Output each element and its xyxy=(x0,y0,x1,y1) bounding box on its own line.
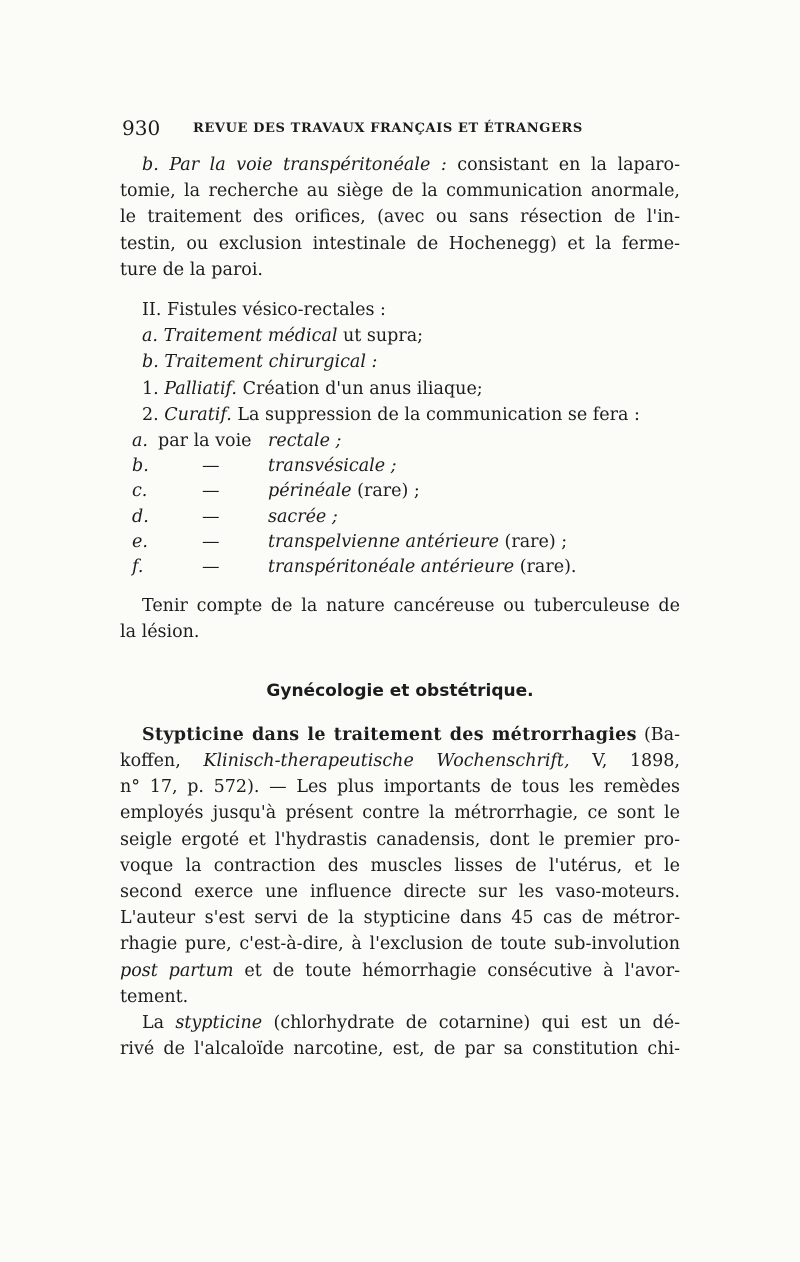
route-italic: sacrée ; xyxy=(268,506,338,527)
route-italic: transpéritonéale antérieure xyxy=(268,556,515,577)
item-2-label: 2. xyxy=(142,404,159,425)
article-line-7: second exerce une influence directe sur les vaso-moteurs. xyxy=(120,881,680,902)
section-heading: Gynécologie et obstétrique. xyxy=(266,680,534,701)
route-label: a. xyxy=(132,431,148,452)
route-dash: — xyxy=(202,481,220,502)
article-l10-italic: post partum xyxy=(120,960,234,981)
article-l12-a: La xyxy=(142,1013,165,1033)
route-rest: (rare) ; xyxy=(504,531,568,552)
article-line-12 xyxy=(120,1010,680,1036)
route-italic: périnéale xyxy=(268,481,352,502)
route-label: d. xyxy=(132,506,149,527)
route-label: f. xyxy=(132,556,144,577)
article-line-3: n° 17, p. 572). — Les plus importants de tous les remèdes xyxy=(120,777,680,798)
route-dash: — xyxy=(202,556,220,577)
article-l2-a: koffen, xyxy=(120,750,181,771)
item-2-italic: Curatif. xyxy=(164,404,232,425)
spacer xyxy=(120,579,680,593)
route-prefix: par la voie xyxy=(158,431,252,452)
para-b-italic: Par la voie transpéritonéale : xyxy=(169,155,447,175)
route-rest: (rare) ; xyxy=(357,481,420,502)
route-row xyxy=(120,453,680,478)
route-rest: (rare). xyxy=(519,556,577,577)
journal-title: Klinisch-therapeutische Wochenschrift, xyxy=(203,750,570,771)
article-l2-rest: V, 1898, xyxy=(592,750,680,771)
page-number: 930 xyxy=(122,116,161,140)
article-l10-rest: et de toute hémorrhagie consécutive à l'avor- xyxy=(244,960,680,981)
article-line-5: seigle ergoté et l'hydrastis canadensis, dont le premier pro- xyxy=(120,829,680,850)
article-l12-rest: (chlorhydrate de cotarnine) qui est un dé- xyxy=(273,1013,680,1033)
route-row xyxy=(120,529,680,554)
article-line-1 xyxy=(120,722,680,748)
route-italic: rectale ; xyxy=(268,431,342,452)
route-label: e. xyxy=(132,531,148,552)
article-line-6: voque la contraction des muscles lisses de l'utérus, et le xyxy=(120,855,680,876)
item-2 xyxy=(120,402,680,428)
route-dash: — xyxy=(202,531,220,552)
section-ii-title: II. Fistules vésico-rectales : xyxy=(142,300,386,321)
item-a-rest: ut supra; xyxy=(343,326,424,347)
item-a xyxy=(120,323,680,349)
article-l12-italic: stypticine xyxy=(175,1013,263,1033)
article-line-8: L'auteur s'est servi de la stypticine dans 45 cas de métror- xyxy=(120,908,680,929)
article-line-10 xyxy=(120,958,680,984)
article-line-4: employés jusqu'à présent contre la métrorrhagie, ce sont le xyxy=(120,803,680,824)
item-b-label: b. xyxy=(142,352,159,373)
item-2-rest: La suppression de la communication se fera : xyxy=(237,404,640,425)
para-b-line-5: ture de la paroi. xyxy=(120,259,263,280)
para-b-line-3: le traitement des orifices, (avec ou sans résection de l'in- xyxy=(120,207,680,228)
item-a-label: a. xyxy=(142,326,158,347)
route-dash: — xyxy=(202,506,220,527)
route-italic: transvésicale ; xyxy=(268,456,397,477)
item-1-rest: Création d'un anus iliaque; xyxy=(242,378,483,399)
article-title: Stypticine dans le traitement des métrorrhagies xyxy=(142,724,637,745)
route-row xyxy=(120,478,680,503)
article-line-2 xyxy=(120,748,680,774)
route-row xyxy=(120,428,680,453)
note-line-2: la lésion. xyxy=(120,622,200,643)
article-l1-rest: (Ba- xyxy=(643,724,680,745)
route-row xyxy=(120,504,680,529)
running-header xyxy=(120,116,680,142)
route-dash: — xyxy=(202,456,220,477)
article-line-9: rhagie pure, c'est-à-dire, à l'exclusion de toute sub-involution xyxy=(120,934,680,955)
para-b-label: b. xyxy=(142,155,159,175)
body-text xyxy=(120,152,680,1062)
article-line-13: rivé de l'alcaloïde narcotine, est, de par sa constitution chi- xyxy=(120,1039,680,1060)
item-1 xyxy=(120,376,680,402)
route-label: b. xyxy=(132,456,149,477)
para-b-line-4: testin, ou exclusion intestinale de Hochenegg) et la ferme- xyxy=(120,233,680,254)
route-italic: transpelvienne antérieure xyxy=(268,531,499,552)
note-line-1: Tenir compte de la nature cancéreuse ou tuberculeuse de xyxy=(142,596,680,617)
route-row xyxy=(120,554,680,579)
article-line-11: tement. xyxy=(120,986,189,1007)
running-title: REVUE DES TRAVAUX FRANÇAIS ET ÉTRANGERS xyxy=(193,121,583,136)
route-label: c. xyxy=(132,481,148,502)
item-b-italic: Traitement chirurgical : xyxy=(164,352,378,373)
item-1-italic: Palliatif. xyxy=(164,378,237,399)
para-b-line-2: tomie, la recherche au siège de la communication anormale, xyxy=(120,181,680,202)
item-a-italic: Traitement médical xyxy=(163,326,338,347)
item-1-label: 1. xyxy=(142,378,159,399)
para-b-rest: consistant en la laparo- xyxy=(457,155,680,175)
item-b xyxy=(120,349,680,375)
spacer xyxy=(120,283,680,297)
para-b-line-1 xyxy=(120,152,680,178)
